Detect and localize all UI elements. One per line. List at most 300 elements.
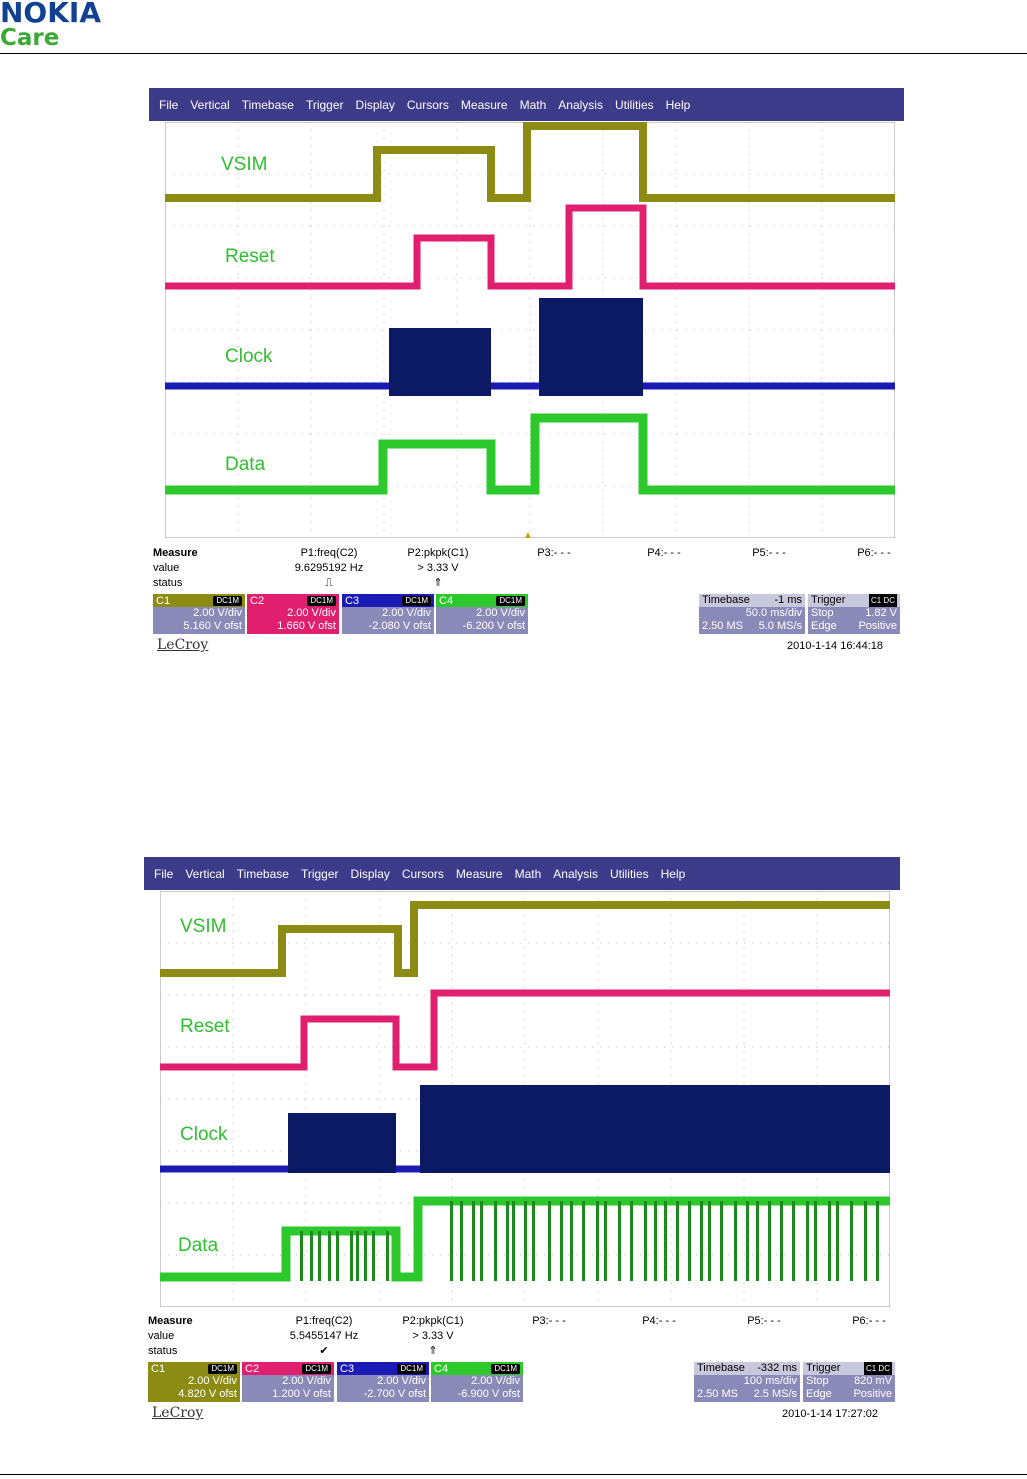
grid-dot [237,330,238,331]
menu-help[interactable]: Help [660,866,686,881]
menu-help[interactable]: Help [665,97,691,112]
grid-dot [384,258,385,259]
grid-dot [608,943,609,944]
data-toggle-bar [688,1201,691,1281]
grid-dot [837,330,838,331]
grid-dot [384,995,385,996]
grid-dot [797,330,798,331]
grid-dot [233,947,234,948]
grid-dot [379,955,380,956]
grid-dot [541,174,542,175]
grid-dot [341,434,342,435]
grid-dot [457,154,458,155]
grid-dot [817,979,818,980]
grid-dot [525,1003,526,1004]
grid-dot [384,154,385,155]
grid-dot [744,1259,745,1260]
grid-dot [676,306,677,307]
grid-dot [457,434,458,435]
grid-dot [238,306,239,307]
grid-dot [669,226,670,227]
measure-p4[interactable]: P4:- - - [647,547,681,559]
grid-dot [181,174,182,175]
grid-dot [637,278,638,279]
grid-dot [232,1047,233,1048]
grid-dot [701,330,702,331]
grid-dot [624,943,625,944]
data-toggle-bar [386,1231,389,1281]
grid-dot [357,330,358,331]
grid-dot [598,1067,599,1068]
grid-dot [749,346,750,347]
grid-dot [676,242,677,243]
grid-dot [368,1099,369,1100]
grid-dot [453,278,454,279]
grid-dot [832,1255,833,1256]
grid-dot [379,1251,380,1252]
grid-dot [530,338,531,339]
grid-dot [379,1051,380,1052]
grid-dot [744,971,745,972]
grid-dot [233,1019,234,1020]
grid-dot [224,943,225,944]
grid-dot [717,330,718,331]
grid-dot [238,506,239,507]
grid-dot [376,995,377,996]
menu-vertical[interactable]: Vertical [190,97,230,112]
grid-dot [325,434,326,435]
grid-dot [817,939,818,940]
measure-p5[interactable]: P5:- - - [747,1315,781,1327]
grid-dot [381,174,382,175]
grid-dot [864,943,865,944]
grid-dot [384,210,385,211]
grid-dot [311,506,312,507]
grid-dot [832,943,833,944]
c1-vdiv: 2.00 V/div [193,607,242,619]
channel-c1-box[interactable] [148,1362,240,1402]
timebase-box[interactable] [694,1362,800,1402]
grid-dot [306,1099,307,1100]
menu-analysis[interactable]: Analysis [558,97,603,112]
grid-dot [573,486,574,487]
menu-utilities[interactable]: Utilities [614,97,654,112]
grid-dot [457,186,458,187]
grid-dot [693,382,694,383]
grid-dot [648,1047,649,1048]
grid-dot [238,482,239,483]
grid-dot [598,971,599,972]
measure-p5[interactable]: P5:- - - [752,547,786,559]
grid-dot [817,1283,818,1284]
grid-dot [309,382,310,383]
grid-dot [509,278,510,279]
grid-dot [744,1299,745,1300]
grid-dot [822,402,823,403]
grid-dot [272,943,273,944]
grid-dot [256,1203,257,1204]
grid-dot [603,242,604,243]
grid-dot [213,174,214,175]
menu-trigger[interactable]: Trigger [300,866,339,881]
grid-dot [333,278,334,279]
channel-marker-c3 [160,1166,163,1172]
channel-marker-c3 [165,383,168,389]
grid-dot [264,1047,265,1048]
grid-dot [392,943,393,944]
grid-dot [256,1099,257,1100]
measure-p2[interactable] [378,1314,488,1359]
grid-dot [781,382,782,383]
grid-dot [720,1047,721,1048]
grid-dot [877,434,878,435]
measure-p3[interactable]: P3:- - - [537,547,571,559]
grid-dot [341,278,342,279]
grid-dot [238,498,239,499]
grid-dot [603,186,604,187]
grid-dot [676,186,677,187]
grid-dot [349,174,350,175]
grid-dot [744,1027,745,1028]
trigger-type: Edge [811,620,837,632]
grid-dot [311,186,312,187]
grid-dot [749,514,750,515]
grid-dot [603,218,604,219]
grid-dot [457,314,458,315]
measure-p6[interactable]: P6:- - - [857,547,891,559]
grid-dot [238,522,239,523]
grid-dot [336,995,337,996]
grid-dot [598,1051,599,1052]
grid-dot [464,943,465,944]
grid-dot [168,943,169,944]
grid-dot [813,330,814,331]
timebase-div: 100 ms/div [743,1375,797,1387]
grid-dot [824,1255,825,1256]
grid-dot [238,418,239,419]
grid-dot [629,434,630,435]
grid-dot [376,943,377,944]
grid-dot [603,202,604,203]
grid-dot [384,314,385,315]
grid-dot [822,234,823,235]
grid-dot [676,274,677,275]
menu-display[interactable]: Display [355,97,395,112]
grid-dot [365,226,366,227]
grid-dot [693,226,694,227]
menu-measure[interactable]: Measure [455,866,503,881]
grid-dot [749,290,750,291]
grid-dot [822,218,823,219]
grid-dot [208,943,209,944]
grid-dot [256,943,257,944]
grid-dot [457,258,458,259]
grid-dot [452,1299,453,1300]
grid-dot [285,174,286,175]
grid-dot [368,943,369,944]
grid-dot [872,943,873,944]
grid-dot [557,486,558,487]
grid-dot [452,979,453,980]
grid-dot [736,943,737,944]
grid-dot [603,258,604,259]
grid-dot [379,1043,380,1044]
grid-dot [829,330,830,331]
grid-dot [233,907,234,908]
grid-dot [357,278,358,279]
grid-dot [457,482,458,483]
grid-dot [741,226,742,227]
trigger-box[interactable] [808,594,900,634]
measure-p3[interactable]: P3:- - - [532,1315,566,1327]
grid-dot [311,370,312,371]
grid-dot [693,174,694,175]
data-toggle-bar [780,1201,783,1281]
grid-dot [533,330,534,331]
channel-c2-box[interactable] [242,1362,334,1402]
grid-dot [789,174,790,175]
grid-dot [317,226,318,227]
grid-dot [576,1255,577,1256]
grid-dot [817,1299,818,1300]
grid-dot [344,1203,345,1204]
grid-dot [306,1219,307,1220]
grid-dot [311,146,312,147]
grid-dot [676,210,677,211]
measure-p6[interactable]: P6:- - - [852,1315,886,1327]
c2-id: C2 [250,594,265,607]
waveform-grid[interactable] [160,891,890,1307]
grid-dot [552,943,553,944]
grid-dot [176,1099,177,1100]
grid-dot [233,1195,234,1196]
grid-dot [744,1059,745,1060]
grid-dot [238,314,239,315]
grid-dot [733,330,734,331]
grid-dot [181,278,182,279]
grid-dot [817,931,818,932]
grid-dot [845,330,846,331]
grid-dot [296,995,297,996]
menu-file[interactable]: File [159,97,179,112]
grid-dot [671,1219,672,1220]
grid-dot [817,1195,818,1196]
grid-dot [530,506,531,507]
grid-dot [384,194,385,195]
grid-dot [392,995,393,996]
grid-dot [269,226,270,227]
menu-utilities[interactable]: Utilities [609,866,649,881]
data-toggle-bar [512,1201,515,1281]
grid-dot [525,278,526,279]
measure-legend [153,546,198,591]
grid-dot [525,1075,526,1076]
measure-p1[interactable] [274,1314,374,1359]
grid-dot [603,434,604,435]
grid-dot [349,434,350,435]
channel-c1-box[interactable] [153,594,245,634]
data-toggle-bar [472,1201,475,1281]
grid-dot [744,1195,745,1196]
grid-dot [773,330,774,331]
grid-dot [741,382,742,383]
measure-p2[interactable] [383,546,493,591]
grid-dot [306,963,307,964]
grid-dot [530,354,531,355]
p2-name: P2:pkpk(C1) [407,547,469,559]
grid-dot [344,1047,345,1048]
grid-dot [221,330,222,331]
menu-math[interactable]: Math [514,866,542,881]
grid-dot [530,418,531,419]
grid-dot [233,1187,234,1188]
data-toggle-bar [506,1201,509,1281]
grid-dot [349,226,350,227]
grid-dot [379,1091,380,1092]
grid-dot [457,170,458,171]
trigger-level: 820 mV [854,1375,892,1387]
grid-dot [533,174,534,175]
grid-dot [173,330,174,331]
grid-dot [205,174,206,175]
c2-id: C2 [245,1362,260,1375]
grid-dot [311,410,312,411]
grid-dot [749,378,750,379]
waveform-grid[interactable] [165,122,895,538]
grid-dot [312,1203,313,1204]
trace-label-reset: Reset [180,1016,230,1037]
grid-dot [600,943,601,944]
grid-dot [311,482,312,483]
channel-c3-box[interactable] [337,1362,429,1402]
menu-display[interactable]: Display [350,866,390,881]
grid-dot [530,330,531,331]
channel-c4-box[interactable] [436,594,528,634]
grid-dot [752,943,753,944]
grid-dot [885,434,886,435]
grid-dot [336,943,337,944]
menu-cursors[interactable]: Cursors [406,97,449,112]
c1-coupling: DC1M [213,596,242,606]
channel-c4-box[interactable] [431,1362,523,1402]
grid-dot [821,174,822,175]
menu-math[interactable]: Math [519,97,547,112]
grid-dot [493,226,494,227]
grid-dot [285,382,286,383]
grid-dot [822,394,823,395]
grid-dot [765,330,766,331]
grid-dot [373,330,374,331]
grid-dot [736,1047,737,1048]
menu-timebase[interactable]: Timebase [241,97,294,112]
grid-dot [822,146,823,147]
grid-dot [311,514,312,515]
grid-dot [168,1099,169,1100]
grid-dot [352,1047,353,1048]
menu-file[interactable]: File [154,866,174,881]
grid-dot [205,330,206,331]
grid-dot [671,1251,672,1252]
c2-offset: 1.660 V ofst [277,620,336,632]
grid-dot [379,939,380,940]
grid-dot [453,434,454,435]
grid-dot [671,979,672,980]
grid-dot [336,1099,337,1100]
grid-dot [352,995,353,996]
grid-dot [725,330,726,331]
grid-dot [311,466,312,467]
grid-dot [457,322,458,323]
measure-p1[interactable] [279,546,379,591]
grid-dot [717,226,718,227]
menu-vertical[interactable]: Vertical [185,866,225,881]
grid-dot [221,226,222,227]
grid-dot [893,278,894,279]
grid-dot [672,943,673,944]
grid-dot [821,226,822,227]
clock-burst-2 [539,298,643,396]
grid-dot [822,370,823,371]
grid-dot [311,458,312,459]
grid-dot [525,1291,526,1292]
grid-dot [661,174,662,175]
channel-c3-box[interactable] [342,594,434,634]
grid-dot [240,1047,241,1048]
grid-dot [671,915,672,916]
channel-c2-box[interactable] [247,594,339,634]
grid-dot [509,434,510,435]
grid-dot [624,1255,625,1256]
timebase-box[interactable] [699,594,805,634]
timebase-div: 50.0 ms/div [745,607,802,619]
grid-dot [676,290,677,291]
grid-dot [517,382,518,383]
grid-dot [408,1255,409,1256]
grid-dot [549,226,550,227]
grid-dot [749,394,750,395]
menu-measure[interactable]: Measure [460,97,508,112]
grid-dot [861,174,862,175]
grid-dot [821,382,822,383]
menu-timebase[interactable]: Timebase [236,866,289,881]
grid-dot [744,1003,745,1004]
grid-dot [885,226,886,227]
measure-p4[interactable]: P4:- - - [642,1315,676,1327]
grid-dot [453,226,454,227]
menu-analysis[interactable]: Analysis [553,866,598,881]
trace-label-data: Data [225,454,266,475]
grid-dot [184,995,185,996]
grid-dot [200,1099,201,1100]
grid-dot [822,426,823,427]
grid-dot [640,943,641,944]
grid-dot [880,943,881,944]
grid-dot [306,1283,307,1284]
grid-dot [238,514,239,515]
grid-dot [233,1267,234,1268]
grid-dot [311,298,312,299]
grid-dot [424,1255,425,1256]
grid-dot [829,278,830,279]
grid-dot [311,178,312,179]
grid-dot [525,1083,526,1084]
lecroy-logo: LeCroy [157,637,209,653]
trigger-box[interactable] [803,1362,895,1402]
menu-cursors[interactable]: Cursors [401,866,444,881]
grid-dot [671,1299,672,1300]
grid-dot [379,1243,380,1244]
menu-trigger[interactable]: Trigger [305,97,344,112]
